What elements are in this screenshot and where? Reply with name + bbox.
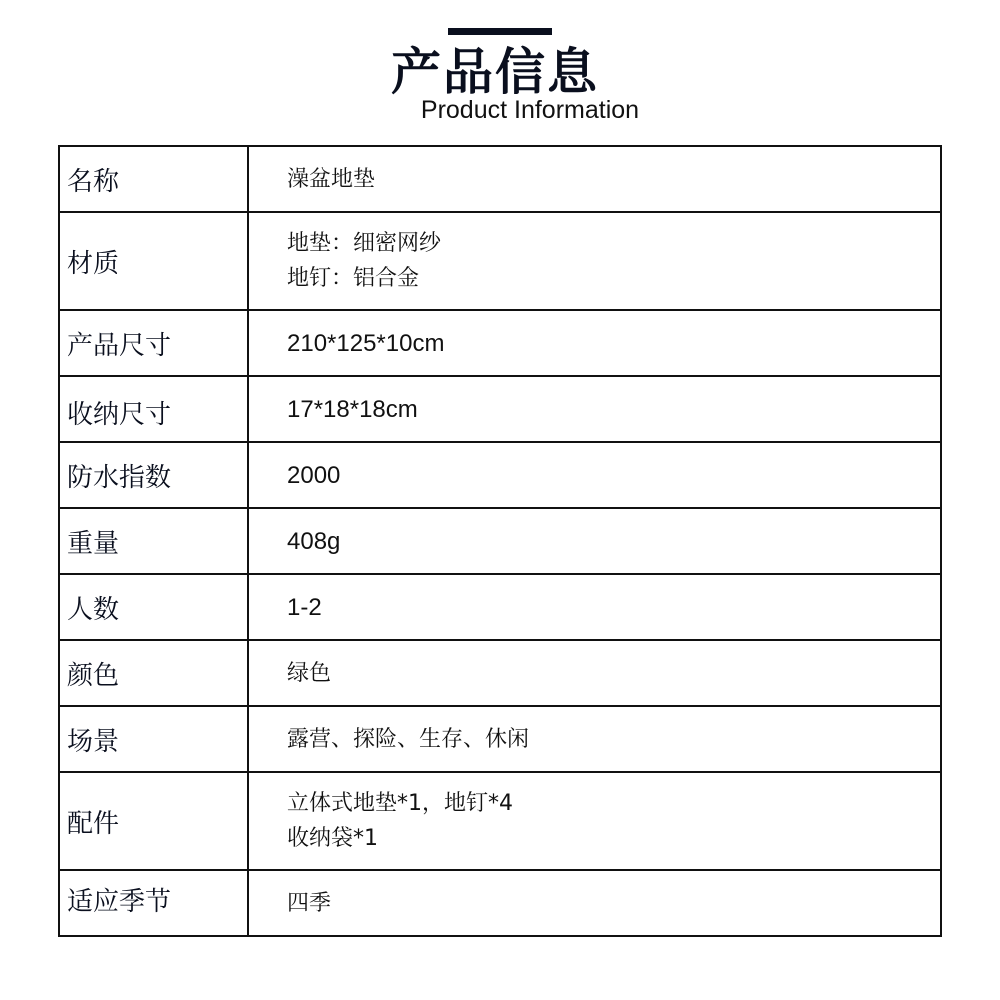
row-label: 防水指数	[59, 442, 248, 508]
table-row-product-size	[59, 310, 941, 376]
row-value	[248, 310, 941, 376]
row-value	[248, 508, 941, 574]
row-label: 人数	[59, 574, 248, 640]
table-row-storage-size	[59, 376, 941, 442]
value-line: 四季	[287, 890, 332, 916]
row-value	[248, 146, 941, 212]
row-value	[248, 706, 941, 772]
table-row-waterproof	[59, 442, 941, 508]
table-row-season	[59, 870, 941, 936]
value-line: 地钉：铝合金	[287, 266, 420, 291]
table-row-accessories	[59, 772, 941, 870]
table-row-people	[59, 574, 941, 640]
row-label: 材质	[59, 212, 248, 310]
value-line: 露营、探险、生存、休闲	[287, 726, 530, 752]
product-spec-table	[58, 145, 942, 937]
value-line: 408g	[287, 527, 341, 555]
title-accent-bar	[448, 28, 552, 35]
value-line: 1-2	[287, 593, 322, 621]
page-subtitle: Product Information	[420, 96, 640, 124]
row-value	[248, 772, 941, 870]
row-value	[248, 212, 941, 310]
value-line: 210*125*10cm	[287, 329, 445, 357]
value-line: 17*18*18cm	[287, 395, 418, 423]
row-value	[248, 376, 941, 442]
row-label: 场景	[59, 706, 248, 772]
row-label: 配件	[59, 772, 248, 870]
row-value	[248, 442, 941, 508]
table-row-scene	[59, 706, 941, 772]
table-row-weight	[59, 508, 941, 574]
table-row-color	[59, 640, 941, 706]
value-line: 澡盆地垫	[287, 166, 376, 192]
table-row-name	[59, 146, 941, 212]
row-label: 重量	[59, 508, 248, 574]
table-row-material	[59, 212, 941, 310]
row-value	[248, 574, 941, 640]
row-label: 适应季节	[59, 870, 248, 936]
row-label: 产品尺寸	[59, 310, 248, 376]
row-label: 收纳尺寸	[59, 376, 248, 442]
page-title: 产品信息	[391, 43, 599, 101]
value-line: 2000	[287, 461, 341, 489]
value-line: 地垫：细密网纱	[287, 231, 442, 256]
row-value	[248, 640, 941, 706]
row-label: 名称	[59, 146, 248, 212]
row-label: 颜色	[59, 640, 248, 706]
row-value	[248, 870, 941, 936]
value-line: 立体式地垫*1，地钉*4	[287, 791, 513, 816]
value-line: 绿色	[287, 660, 332, 686]
value-line: 收纳袋*1	[287, 826, 378, 851]
